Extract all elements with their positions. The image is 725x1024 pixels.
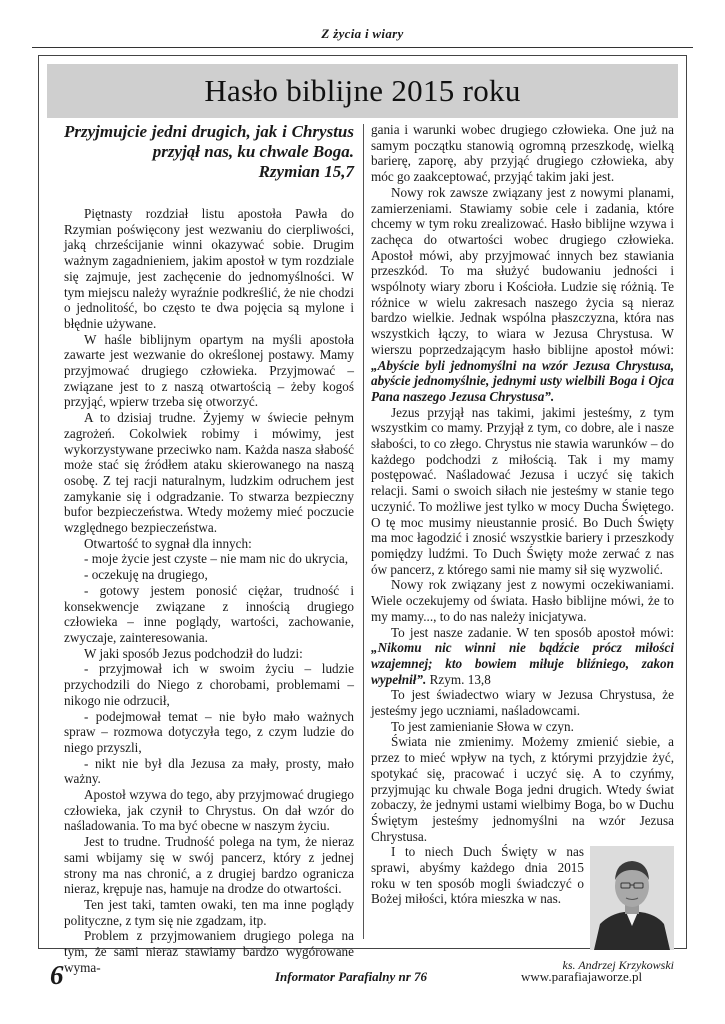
scripture-quote: „Nikomu nic winni nie bądźcie prócz miłości wzajemnej; kto bowiem miłuje bliźniego, zakon wypełnił”. xyxy=(371,640,674,687)
paragraph: Ten jest taki, tamten owaki, ten ma inne poglądy polityczne, z tym się nie zgadzam, itp. xyxy=(64,896,354,928)
motto-text: Przyjmujcie jedni drugich, jak i Chrystus przyjął nas, ku chwale Boga. xyxy=(64,122,354,161)
left-column xyxy=(64,122,354,975)
column-divider xyxy=(363,124,364,939)
list-item: - przyjmował ich w swoim życiu – ludzie przychodzili do Niego z chorobami, problemami – nikogo nie odrzucił, xyxy=(64,661,354,708)
website-url[interactable]: www.parafiajaworze.pl xyxy=(521,969,643,984)
scripture-quote: „Abyście byli jednomyślni na wzór Jezusa Chrystusa, abyście jednomyślnie, jednymi usty wielbili Boga i Ojca Pana naszego Jezusa Chrystusa”. xyxy=(371,357,674,404)
motto-quote xyxy=(64,122,354,182)
author-portrait-icon xyxy=(590,846,674,950)
paragraph: Świata nie zmienimy. Możemy zmienić siebie, a przez to mieć wpływ na tych, z którymi przyjdzie żyć, spotykać się, pracować i uczyć się. A to czyńmy, przyjmując ku chwale Boga jedni drugich. Wtedy świat zobaczy, że jednymi ustami wielbimy Boga, bo w Duchu Świętym jesteśmy jednomyślni na wzór Jezusa Chrystusa. xyxy=(371,734,674,844)
right-column xyxy=(371,122,674,974)
paragraph: gania i warunki wobec drugiego człowieka. One już na samym początku stanowią ogromną przeszkodę, wielką barierę, zaporę, aby przyjąć drugiego człowieka, aby móc go zaakceptować, przyjąć takim jaki jest. xyxy=(371,122,674,185)
list-item: - nikt nie był dla Jezusa za mały, prosty, mało ważny. xyxy=(64,755,354,787)
paragraph: A to dzisiaj trudne. Żyjemy w świecie pełnym zagrożeń. Cokolwiek robimy i mówimy, jest wykorzystywane przeciwko nam. Każda nasza słabość może stać się źródłem ataku skierowanego na naszą osobę. Z tej racji naturalnym, ludzkim odruchem jest zamykanie się i odgradzanie. To stwarza bezpieczny bufor bezpieczeństwa. Wtedy możemy mieć poczucie względnego bezpieczeństwa. xyxy=(64,410,354,536)
article-title: Hasło biblijne 2015 roku xyxy=(204,73,521,108)
paragraph: W jaki sposób Jezus podchodził do ludzi: xyxy=(84,645,303,661)
paragraph: To jest zamienianie Słowa w czyn. xyxy=(391,718,574,734)
paragraph xyxy=(371,185,674,405)
page-number: 6 xyxy=(50,960,64,990)
paragraph: Piętnasty rozdział listu apostoła Pawła do Rzymian poświęcony jest wezwaniu do cierpliwości, jaką chrześcijanie winni okazywać sobie. Drugim ważnym zagadnieniem, jakim apostoł w tym rozdziale się zajmuje, jest zachęcenie do jednomyślności. W tym miejscu należy wyraźnie podkreślić, że nie chodzi o jednolitość, bo często te dwa pojęcia są mylone i błędnie używane. xyxy=(64,206,354,331)
running-head: Z życia i wiary xyxy=(321,26,404,41)
author-signature: ks. Andrzej Krzykowski xyxy=(562,958,674,973)
paragraph: I to niech Duch Święty w nas sprawi, abyśmy każdego dnia 2015 roku w ten sposób mogli świadczyć o Bożej miłości, która mieszka w nas. xyxy=(371,844,584,907)
title-band xyxy=(47,64,678,118)
paragraph: Apostoł wzywa do tego, aby przyjmować drugiego człowieka, jak czynił to Chrystus. On dał wzór do naśladowania. To ma być obecne w naszym życiu. xyxy=(64,787,354,834)
list-item: - podejmował temat – nie było mało ważnych spraw – rozmowa dotyczyła tego, z czym ludzie do niego przyszli, xyxy=(64,708,354,755)
paragraph: W haśle biblijnym opartym na myśli apostoła zawarte jest wezwanie do określonej postawy. Mamy przyjmować drugiego człowieka. Przyjmować – związane jest to z naszą otwartością – żeby kogoś przyjąć, wpierw trzeba się otworzyć. xyxy=(64,331,354,410)
list-item: - gotowy jestem ponosić ciężar, trudność i konsekwencje związane z innością drugiego człowieka – inne poglądy, wartości, zachowanie, zwyczaje, zainteresowania. xyxy=(64,582,354,645)
paragraph: Otwartość to sygnał dla innych: xyxy=(84,535,252,551)
publication-name: Informator Parafialny nr 76 xyxy=(275,969,428,984)
paragraph: Jest to trudne. Trudność polega na tym, że nieraz sami wbijamy się w swój pancerz, który z jednej strony ma nas chronić, a z drugiej bardzo ogranicza nieraz, krępuje nas, hamuje na drodze do otwartości. xyxy=(64,834,354,897)
paragraph-text: To jest nasze zadanie. W ten sposób apostoł mówi: xyxy=(391,624,674,640)
header-rule xyxy=(32,47,693,48)
paragraph: To jest świadectwo wiary w Jezusa Chrystusa, że jesteśmy jego uczniami, naśladowcami. xyxy=(371,687,674,719)
motto-reference: Rzymian 15,7 xyxy=(258,162,354,181)
paragraph-text: Nowy rok zawsze związany jest z nowymi planami, zamierzeniami. Stawiamy sobie cele i zadania, które chcemy w tym roku zrealizować. Hasło biblijne wzywa i zachęca do otwartości wobec drugiego człowieka. Apostoł mówi, aby przyjmować innych bez stawiania przeszkód. To ma służyć budowaniu jedności i wspólnoty wiary zboru i Kościoła. Ludzie się różnią. Te różnice w wielu zakresach naszego życia są nieraz bardzo wielkie. Jednak wspólna płaszczyzna, która nas wszystkich łączy, to wiara w Jezusa Chrystusa. W wierszu poprzedzającym hasło biblijne apostoł mówi: xyxy=(371,184,674,357)
paragraph: Jezus przyjął nas takimi, jakimi jesteśmy, z tym wszystkim co mamy. Przyjął z tym, co dobre, ale i nasze słabości, to co złego. Chrystus nie stawia warunków – do każdego podchodzi z miłością. Tak i my mamy postępować. Naśladować Jezusa i uczyć się takich relacji. Sami o swoich siłach nie jesteśmy w stanie tego uczynić. To możliwe jest tylko w mocy Ducha Świętego. O tę moc musimy nieustannie prosić. Bo Duch Święty ma moc łagodzić i znosić wszystkie bariery i przeszkody pomiędzy ludźmi. To Duch Święty może zerwać z nas ów pancerz, z którego sami nie mamy sił się wyzwolić. xyxy=(371,404,674,577)
paragraph: Problem z przyjmowaniem drugiego polega na tym, że sami nieraz stawiamy bardzo wygórowane wyma- xyxy=(64,928,354,975)
list-item: - oczekuję na drugiego, xyxy=(84,567,208,583)
author-photo xyxy=(590,846,674,950)
paragraph xyxy=(371,625,674,688)
scripture-reference: Rzym. 13,8 xyxy=(426,671,491,687)
list-item: - moje życie jest czyste – nie mam nic do ukrycia, xyxy=(84,551,349,567)
paragraph: Nowy rok związany jest z nowymi oczekiwaniami. Wiele oczekujemy od świata. Hasło biblijne mówi, że to my mamy..., to do nas należy inicjatywa. xyxy=(371,577,674,624)
